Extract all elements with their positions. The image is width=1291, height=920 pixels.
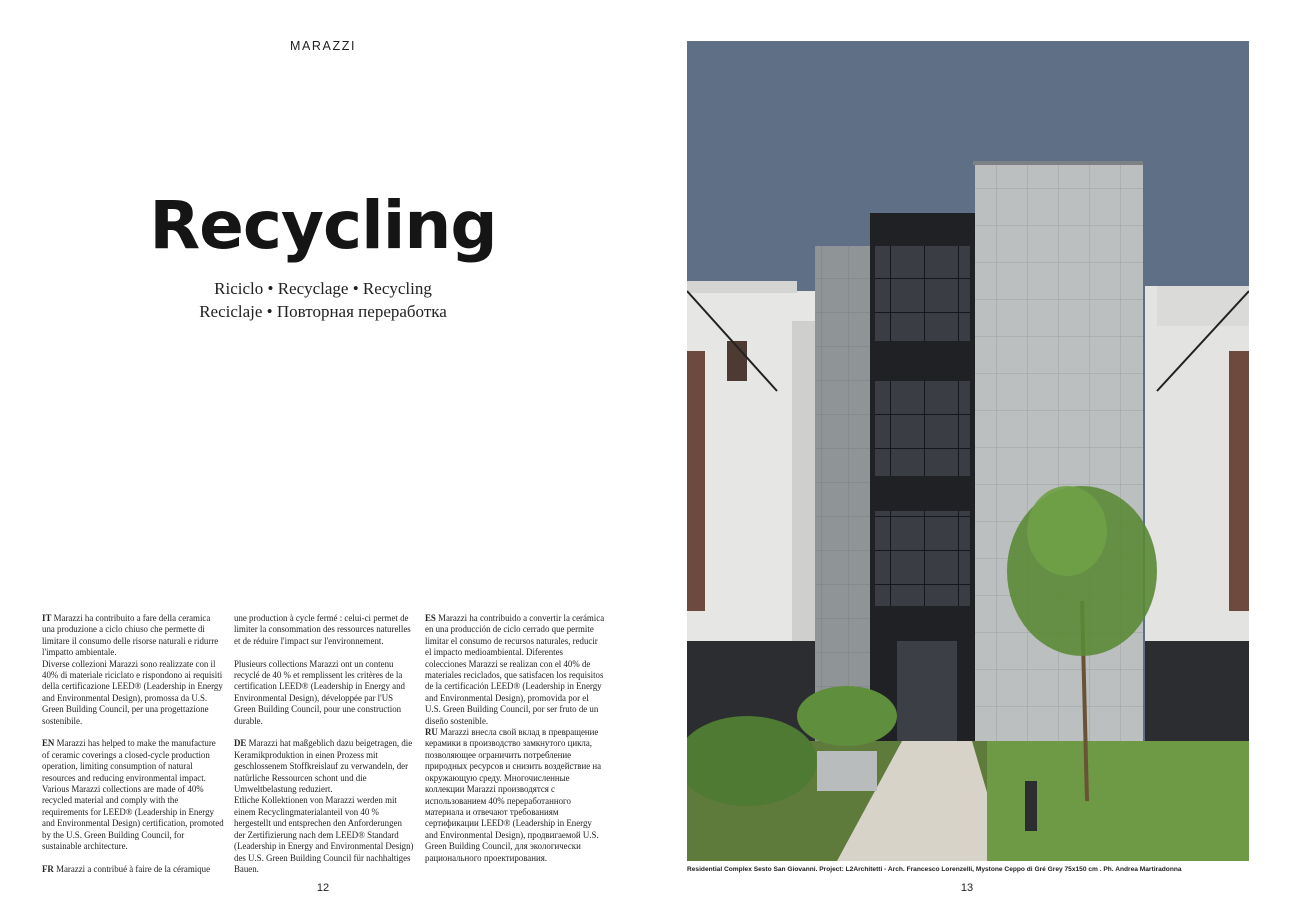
- lang-code-de: DE: [234, 738, 247, 749]
- subtitle-line-1: Riciclo • Recyclage • Recycling: [214, 279, 432, 298]
- lang-code-it: IT: [42, 613, 52, 623]
- page-title: Recycling: [149, 187, 497, 264]
- paragraph-fr-2: Plusieurs collections Marazzi ont un contenu recyclé de 40 % et remplissent les critères de la certification LEED® (Leadership in Energy and Environmental Design), développée par l'US Green Building Council, pour une construction durable.: [234, 658, 405, 726]
- subtitle-line-2: Reciclaje • Повторная переработка: [199, 302, 447, 321]
- paragraph-de-1: DE Marazzi hat maßgeblich dazu beigetragen, die Keramikproduktion in einen Prozess mit geschlossenem Stoffkreislauf zu verwandeln, der natürliche Ressourcen schont und die Umweltbelastung reduziert.: [234, 738, 413, 795]
- page-number-right: 13: [960, 882, 974, 894]
- paragraph-it-1: IT Marazzi ha contribuito a fare della ceramica una produzione a ciclo chiuso che permette di limitare il consumo delle risorse naturali e ridurre l'impatto ambientale.: [42, 613, 219, 658]
- building-photo: [687, 41, 1249, 861]
- lang-code-ru: RU: [425, 727, 438, 738]
- photo-caption: Residential Complex Sesto San Giovanni. Project: L2Architetti - Arch. Francesco Lorenzelli, Mystone Ceppo di Gré Grey 75x150 cm . Ph. Andrea Martiradonna: [687, 866, 1182, 873]
- paragraph-de-2: Etliche Kollektionen von Marazzi werden mit einem Recyclingmaterialanteil von 40 % hergestellt und entsprechen den Anforderungen der Zertifizierung nach dem LEED® Standard (Leadership in Energy and Environmental Design) des U.S. Green Building Council für nachhaltiges Bauen.: [234, 795, 414, 874]
- text-column-1: [42, 613, 224, 875]
- brand-header: MARAZZI: [289, 39, 357, 53]
- paragraph-es: ES Marazzi ha contribuido a convertir la cerámica en una producción de ciclo cerrado que permite limitar el consumo de recursos naturales, reducir el impacto medioambiental. Diferentes colecciones Marazzi se realizan con el 40% de materiales reciclados, que satisfacen los requisitos de la certificación LEED® (Leadership in Energy and Environmental Design), promovida por el U.S. Green Building Council, por ser fruto de un diseño sostenible.: [425, 613, 605, 726]
- paragraph-ru: RU Marazzi внесла свой вклад в превращение керамики в производство замкнутого цикла, позволяющее ограничить потребление природных ресурсов и снизить воздействие на окружающую среду. Многочисленные коллекции Marazzi производятся с использованием 40% переработанного материала и отвечают требованиям сертификации LEED® (Leadership in Energy and Environmental Design), продвигаемой U.S. Green Building Council, для экологически рационального проектирования.: [425, 727, 602, 863]
- paragraph-fr-1-cont: une production à cycle fermé : celui-ci permet de limiter la consommation des ressources naturelles et de réduire l'impact sur l'environnement.: [234, 613, 411, 646]
- paragraph-fr-1: FR Marazzi a contribué à faire de la céramique: [42, 863, 211, 874]
- building-illustration: [687, 41, 1249, 861]
- paragraph-en: EN Marazzi has helped to make the manufacture of ceramic coverings a closed-cycle production operation, limiting consumption of natural resources and reducing environmental impact. Various Marazzi collections are made of 40% recycled material and comply with the requirements for LEED® (Leadership in Energy and Environmental Design) certification, promoted by the U.S. Green Building Council, for sustainable architecture.: [42, 738, 224, 852]
- lang-code-fr: FR: [42, 863, 54, 874]
- text-column-2: [234, 613, 414, 875]
- text-column-3: [425, 613, 605, 864]
- lang-code-en: EN: [42, 738, 55, 749]
- lang-code-es: ES: [425, 613, 436, 623]
- subtitle: [0, 277, 646, 323]
- page-number-left: 12: [316, 882, 330, 894]
- paragraph-it-2: Diverse collezioni Marazzi sono realizzate con il 40% di materiale riciclato e rispondono ai requisiti della certificazione LEED® (Leadership in Energy and Environmental Design), promossa da U.S. Green Building Council, per una progettazione sostenibile.: [42, 658, 223, 726]
